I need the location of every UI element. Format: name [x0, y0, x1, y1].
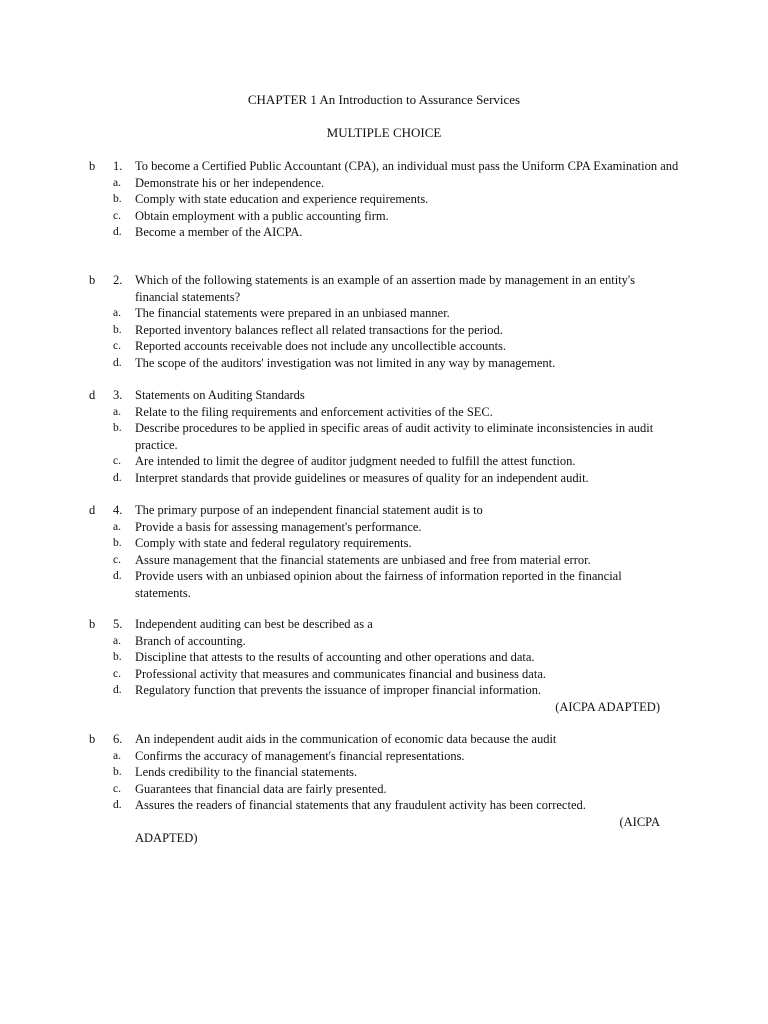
option-letter: b.: [113, 422, 122, 434]
option-text: The financial statements were prepared in an unbiased manner.: [135, 306, 450, 320]
answer-key: b: [89, 159, 96, 173]
option-letter: d.: [113, 799, 122, 811]
option-text: Describe procedures to be applied in specific areas of audit activity to eliminate inconsistencies in audit practice.: [135, 421, 654, 452]
question-4: [0, 502, 768, 601]
source-note: (AICPA ADAPTED): [555, 699, 660, 714]
option-c: [0, 338, 768, 355]
question-stem-row: [0, 731, 768, 748]
answer-key: b: [89, 273, 96, 287]
option-text: Relate to the filing requirements and enforcement activities of the SEC.: [135, 404, 493, 419]
option-letter: d.: [113, 471, 122, 484]
option-letter: c.: [113, 553, 121, 566]
question-stem: Statements on Auditing Standards: [135, 388, 305, 402]
option-text: Regulatory function that prevents the issuance of improper financial information.: [135, 683, 542, 697]
question-number: 1.: [113, 159, 123, 173]
option-letter: b.: [113, 537, 122, 549]
question-5: [0, 616, 768, 715]
option-text: Reported accounts receivable does not include any uncollectible accounts.: [135, 339, 507, 353]
question-stem-row: [0, 502, 768, 519]
option-c: [0, 552, 768, 569]
option-text: Guarantees that financial data are fairly presented.: [135, 781, 387, 796]
question-number: 2.: [113, 273, 123, 287]
option-text: Interpret standards that provide guidelines or measures of quality for an independent audit.: [135, 470, 589, 485]
option-text: Are intended to limit the degree of auditor judgment needed to fulfill the attest function.: [135, 454, 576, 468]
option-letter: b.: [113, 766, 122, 778]
option-letter: a.: [113, 405, 121, 418]
question-stem: To become a Certified Public Accountant (CPA), an individual must pass the Uniform CPA Examination and: [135, 159, 679, 173]
section-title: MULTIPLE CHOICE: [326, 125, 442, 140]
option-letter: c.: [113, 209, 121, 222]
option-a: [0, 519, 768, 536]
question-stem: An independent audit aids in the communication of economic data because the audit: [135, 732, 557, 746]
source-note-line-1: (AICPA: [619, 814, 660, 829]
question-number: 6.: [113, 732, 123, 746]
option-text: Professional activity that measures and communicates financial and business data.: [135, 666, 546, 681]
option-letter: a.: [113, 520, 121, 533]
option-b: [0, 535, 768, 552]
option-letter: a.: [113, 634, 121, 647]
option-text: Provide users with an unbiased opinion about the fairness of information reported in the financial statements.: [135, 569, 622, 600]
option-letter: a.: [113, 749, 121, 762]
option-c: [0, 781, 768, 798]
option-letter: c.: [113, 782, 121, 795]
option-text: Assure management that the financial statements are unbiased and free from material error.: [135, 552, 591, 567]
question-stem: Which of the following statements is an example of an assertion made by management in an entity's financial statements?: [135, 273, 636, 304]
question-number: 5.: [113, 617, 123, 631]
option-b: [0, 191, 768, 208]
option-text: Become a member of the AICPA.: [135, 225, 303, 239]
question-stem: Independent auditing can best be described as a: [135, 617, 373, 631]
option-letter: d.: [113, 356, 122, 369]
option-b: [0, 649, 768, 666]
option-d: [0, 224, 768, 241]
question-stem-row: [0, 272, 768, 305]
option-letter: c.: [113, 455, 121, 467]
option-b: [0, 420, 768, 453]
option-text: Discipline that attests to the results of accounting and other operations and data.: [135, 650, 535, 664]
option-text: Comply with state and federal regulatory requirements.: [135, 536, 412, 550]
answer-key: d: [89, 388, 96, 402]
question-stem-row: [0, 158, 768, 175]
option-text: Branch of accounting.: [135, 633, 246, 648]
answer-key: d: [89, 503, 96, 517]
option-text: Obtain employment with a public accounting firm.: [135, 208, 389, 223]
option-text: The scope of the auditors' investigation was not limited in any way by management.: [135, 355, 556, 370]
option-text: Assures the readers of financial statements that any fraudulent activity has been corrected.: [135, 798, 586, 812]
answer-key: b: [89, 732, 96, 746]
option-letter: c.: [113, 667, 121, 680]
option-text: Demonstrate his or her independence.: [135, 175, 325, 190]
option-text: Confirms the accuracy of management's financial representations.: [135, 748, 465, 763]
option-text: Reported inventory balances reflect all related transactions for the period.: [135, 322, 503, 337]
answer-key: b: [89, 617, 96, 631]
option-text: Comply with state education and experience requirements.: [135, 192, 429, 206]
question-stem-row: [0, 387, 768, 404]
option-d: [0, 355, 768, 372]
question-3: [0, 387, 768, 486]
option-letter: c.: [113, 340, 121, 352]
option-letter: a.: [113, 307, 121, 319]
option-letter: b.: [113, 323, 122, 336]
question-stem: The primary purpose of an independent financial statement audit is to: [135, 503, 483, 517]
option-d: [0, 568, 768, 601]
option-c: [0, 208, 768, 225]
question-number: 4.: [113, 503, 123, 517]
option-text: Lends credibility to the financial statements.: [135, 765, 358, 779]
question-6: [0, 731, 768, 847]
option-c: [0, 666, 768, 683]
chapter-title: CHAPTER 1 An Introduction to Assurance Services: [247, 92, 521, 107]
option-letter: b.: [113, 193, 122, 205]
option-letter: b.: [113, 651, 122, 663]
option-d: [0, 682, 768, 699]
option-d: [0, 797, 768, 814]
source-note-line-2: ADAPTED): [135, 831, 198, 845]
option-letter: d.: [113, 226, 122, 238]
option-letter: d.: [113, 684, 122, 696]
option-a: [0, 633, 768, 650]
option-b: [0, 322, 768, 339]
option-letter: a.: [113, 176, 121, 189]
option-text: Provide a basis for assessing management's performance.: [135, 519, 422, 534]
option-a: [0, 404, 768, 421]
option-a: [0, 748, 768, 765]
question-1: [0, 158, 768, 241]
option-a: [0, 175, 768, 192]
question-stem-row: [0, 616, 768, 633]
question-2: [0, 272, 768, 371]
option-letter: d.: [113, 570, 122, 582]
option-d: [0, 470, 768, 487]
option-c: [0, 453, 768, 470]
question-number: 3.: [113, 388, 123, 402]
option-a: [0, 305, 768, 322]
option-b: [0, 764, 768, 781]
